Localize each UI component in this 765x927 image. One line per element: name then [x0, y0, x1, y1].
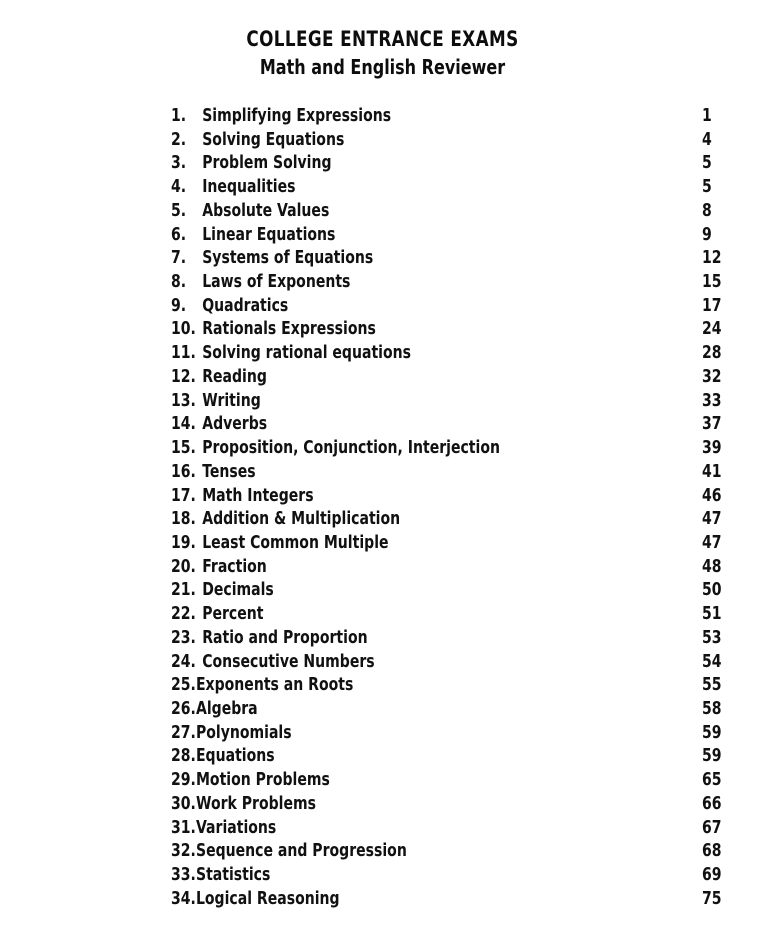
toc-entry-text	[171, 151, 332, 175]
toc-entry-label: Work Problems	[195, 792, 316, 814]
toc-entry-number: 4.	[171, 176, 187, 198]
toc-entry-page-number: 48	[702, 555, 722, 577]
toc-entry-text	[171, 270, 350, 294]
toc-entry-label: Sequence and Progression	[195, 840, 407, 862]
toc-entry-number: 34.	[171, 887, 196, 909]
toc-entry-text	[171, 460, 256, 484]
toc-entry[interactable]	[171, 721, 722, 745]
toc-entry-number: 16.	[171, 460, 196, 482]
toc-entry-label: Solving Equations	[202, 128, 345, 150]
toc-entry-label: Logical Reasoning	[195, 887, 340, 909]
toc-entry-number: 17.	[171, 484, 196, 506]
toc-entry-number: 30.	[171, 792, 196, 814]
toc-entry-label: Proposition, Conjunction, Interjection	[202, 437, 500, 459]
toc-entry-page-number: 69	[702, 864, 722, 885]
toc-entry-text	[171, 887, 340, 911]
toc-entry-page-number: 5	[702, 176, 712, 198]
toc-entry-number: 23.	[171, 626, 196, 648]
toc-entry-number: 29.	[171, 769, 196, 791]
toc-entry-text	[171, 317, 376, 341]
toc-entry-label: Polynomials	[195, 721, 292, 743]
toc-entry-number: 33.	[171, 864, 196, 885]
toc-entry[interactable]	[171, 744, 722, 768]
toc-entry[interactable]	[171, 270, 722, 294]
toc-entry-page-number: 17	[702, 294, 722, 316]
toc-entry-label: Consecutive Numbers	[202, 650, 375, 672]
toc-entry-text	[171, 792, 316, 816]
toc-entry[interactable]	[171, 887, 722, 911]
toc-entry-page-number: 50	[702, 579, 722, 601]
toc-entry[interactable]	[171, 294, 722, 318]
toc-entry-number: 12.	[171, 365, 196, 387]
toc-entry-number: 14.	[171, 413, 196, 435]
toc-entry-label: Motion Problems	[195, 769, 330, 791]
toc-entry-number: 28.	[171, 745, 196, 767]
toc-entry-text	[171, 389, 261, 413]
toc-entry-text	[171, 602, 263, 626]
toc-entry-label: Linear Equations	[202, 223, 336, 245]
toc-entry[interactable]	[171, 578, 722, 602]
toc-entry-text	[171, 412, 267, 436]
toc-entry-text	[171, 341, 411, 365]
toc-entry-page-number: 5	[702, 152, 712, 174]
toc-entry-label: Systems of Equations	[202, 247, 374, 269]
toc-entry[interactable]	[171, 341, 722, 365]
toc-entry-label: Ratio and Proportion	[202, 626, 368, 648]
toc-entry-text	[171, 673, 353, 697]
toc-entry-number: 7.	[171, 247, 187, 269]
toc-entry-number: 22.	[171, 603, 196, 625]
toc-entry[interactable]	[171, 460, 722, 484]
toc-entry-text	[171, 531, 389, 555]
toc-entry-number: 9.	[171, 294, 187, 316]
toc-entry[interactable]	[171, 697, 722, 721]
toc-entry-number: 10.	[171, 318, 196, 340]
toc-entry-page-number: 68	[702, 840, 722, 862]
toc-entry-label: Least Common Multiple	[202, 531, 389, 553]
toc-entry[interactable]	[171, 602, 722, 626]
toc-entry[interactable]	[171, 199, 712, 223]
toc-entry[interactable]	[171, 104, 712, 128]
toc-entry-page-number: 47	[702, 508, 722, 530]
toc-entry-label: Solving rational equations	[202, 342, 411, 364]
toc-entry-text	[171, 175, 295, 199]
toc-entry-label: Laws of Exponents	[202, 271, 351, 293]
toc-entry-label: Problem Solving	[202, 152, 332, 174]
toc-entry-text	[171, 199, 329, 223]
toc-entry-page-number: 54	[702, 650, 722, 672]
toc-entry-text	[171, 839, 407, 863]
toc-entry-label: Percent	[202, 603, 264, 625]
toc-entry-page-number: 33	[702, 389, 722, 411]
toc-entry-page-number: 66	[702, 792, 722, 814]
toc-entry[interactable]	[171, 555, 722, 579]
toc-entry[interactable]	[171, 436, 722, 460]
toc-entry-text	[171, 223, 335, 247]
toc-entry-number: 18.	[171, 508, 196, 530]
toc-entry-label: Rationals Expressions	[202, 318, 376, 340]
table-of-contents	[171, 104, 722, 910]
toc-entry-label: Simplifying Expressions	[202, 105, 392, 126]
toc-entry[interactable]	[171, 365, 722, 389]
toc-entry-page-number: 59	[702, 721, 722, 743]
toc-entry-label: Adverbs	[202, 413, 268, 435]
toc-entry-number: 13.	[171, 389, 196, 411]
toc-entry-page-number: 12	[702, 247, 722, 269]
toc-entry-page-number: 37	[702, 413, 722, 435]
page-subtitle: Math and English Reviewer	[259, 55, 506, 79]
toc-entry[interactable]	[171, 531, 722, 555]
toc-entry-page-number: 41	[702, 460, 722, 482]
toc-entry-number: 31.	[171, 816, 196, 838]
toc-entry-number: 27.	[171, 721, 196, 743]
toc-entry-text	[171, 507, 400, 531]
toc-entry[interactable]	[171, 412, 722, 436]
toc-entry-page-number: 32	[702, 365, 722, 387]
toc-entry-page-number: 8	[702, 199, 712, 221]
toc-entry-text	[171, 650, 375, 674]
toc-entry-number: 2.	[171, 128, 187, 150]
toc-entry-page-number: 47	[702, 531, 722, 553]
toc-entry-text	[171, 863, 270, 887]
toc-entry-text	[171, 128, 344, 152]
toc-entry[interactable]	[171, 389, 722, 413]
toc-entry-number: 3.	[171, 152, 187, 174]
toc-entry-page-number: 75	[702, 887, 722, 909]
toc-entry-page-number: 39	[702, 437, 722, 459]
toc-entry-text	[171, 626, 368, 650]
toc-entry[interactable]	[171, 223, 712, 247]
toc-entry[interactable]	[171, 246, 722, 270]
toc-entry[interactable]	[171, 317, 722, 341]
toc-entry-number: 24.	[171, 650, 196, 672]
toc-entry-number: 11.	[171, 342, 196, 364]
toc-entry-label: Writing	[202, 389, 261, 411]
toc-entry-number: 20.	[171, 555, 196, 577]
toc-entry-text	[171, 744, 275, 768]
page-title: COLLEGE ENTRANCE EXAMS	[246, 27, 519, 51]
toc-entry-page-number: 53	[702, 626, 722, 648]
title-block	[0, 0, 765, 80]
toc-entry[interactable]	[171, 128, 712, 152]
toc-entry-label: Reading	[202, 365, 267, 387]
toc-entry-label: Exponents an Roots	[195, 674, 354, 696]
toc-entry-label: Quadratics	[202, 294, 289, 316]
toc-entry[interactable]	[171, 839, 722, 863]
toc-entry-page-number: 46	[702, 484, 722, 506]
toc-entry-page-number: 28	[702, 342, 722, 364]
toc-entry-page-number: 59	[702, 745, 722, 767]
toc-entry-page-number: 55	[702, 674, 722, 696]
toc-entry[interactable]	[171, 768, 722, 792]
toc-entry[interactable]	[171, 673, 722, 697]
toc-entry-page-number: 65	[702, 769, 722, 791]
toc-entry[interactable]	[171, 816, 722, 840]
toc-entry-text	[171, 365, 267, 389]
toc-entry-label: Algebra	[195, 697, 258, 719]
toc-entry-text	[171, 436, 500, 460]
toc-entry-number: 32.	[171, 840, 196, 862]
toc-entry-text	[171, 555, 267, 579]
toc-entry[interactable]	[171, 863, 722, 887]
toc-entry-label: Addition & Multiplication	[202, 508, 401, 530]
toc-entry-number: 25.	[171, 674, 196, 696]
toc-entry-text	[171, 104, 391, 128]
toc-entry-page-number: 24	[702, 318, 722, 340]
toc-entry-label: Fraction	[202, 555, 267, 577]
toc-entry[interactable]	[171, 792, 722, 816]
toc-entry-page-number: 4	[702, 128, 712, 150]
toc-entry-number: 19.	[171, 531, 196, 553]
toc-entry-number: 5.	[171, 199, 187, 221]
toc-entry-label: Inequalities	[202, 176, 296, 198]
toc-entry[interactable]	[171, 626, 722, 650]
toc-entry-label: Statistics	[195, 864, 271, 885]
toc-entry-label: Absolute Values	[202, 199, 330, 221]
toc-entry-page-number: 58	[702, 697, 722, 719]
toc-entry-label: Variations	[195, 816, 277, 838]
toc-entry-text	[171, 768, 330, 792]
toc-entry-page-number: 15	[702, 271, 722, 293]
toc-entry-text	[171, 246, 373, 270]
toc-entry-text	[171, 578, 274, 602]
toc-entry-number: 26.	[171, 697, 196, 719]
toc-entry-page-number: 9	[702, 223, 712, 245]
toc-entry-text	[171, 697, 258, 721]
toc-entry-page-number: 51	[702, 603, 722, 625]
toc-entry-label: Decimals	[202, 579, 274, 601]
toc-entry-label: Equations	[195, 745, 275, 767]
toc-entry-number: 15.	[171, 437, 196, 459]
toc-entry-number: 1.	[171, 105, 187, 126]
toc-entry[interactable]	[171, 151, 712, 175]
toc-entry-text	[171, 816, 276, 840]
toc-entry-number: 21.	[171, 579, 196, 601]
toc-entry-text	[171, 484, 314, 508]
toc-entry-label: Math Integers	[202, 484, 314, 506]
toc-entry[interactable]	[171, 507, 722, 531]
toc-entry[interactable]	[171, 650, 722, 674]
toc-entry-page-number: 1	[702, 105, 712, 126]
toc-entry-page-number: 67	[702, 816, 722, 838]
toc-entry-label: Tenses	[202, 460, 256, 482]
toc-entry-number: 6.	[171, 223, 187, 245]
toc-entry[interactable]	[171, 175, 712, 199]
toc-entry-number: 8.	[171, 271, 187, 293]
toc-entry-text	[171, 721, 292, 745]
toc-entry-text	[171, 294, 288, 318]
toc-entry[interactable]	[171, 484, 722, 508]
